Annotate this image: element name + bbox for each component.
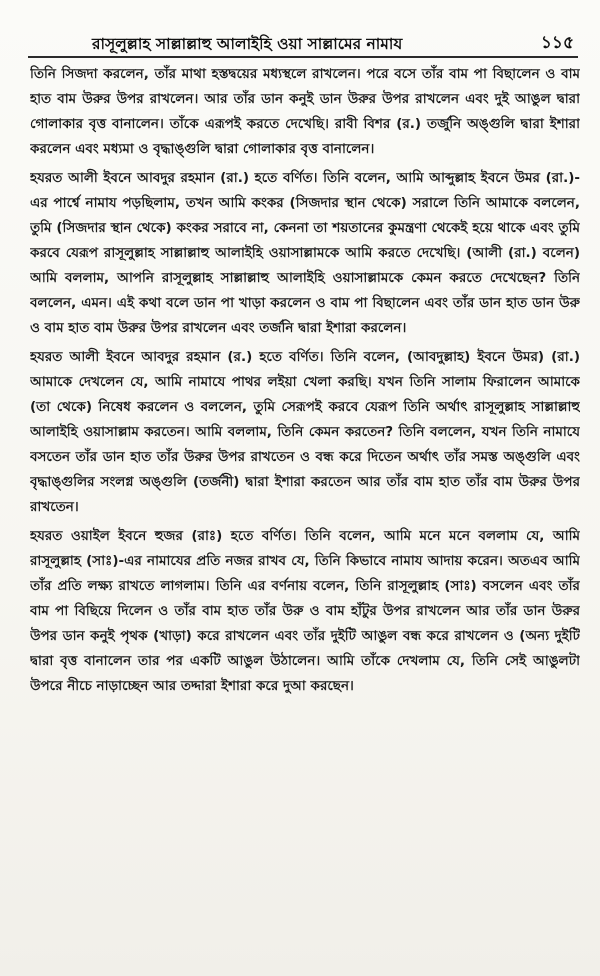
- paragraph: হযরত আলী ইবনে আবদুর রহমান (র.) হতে বর্ণিত। তিনি বলেন, (আবদুল্লাহ) ইবনে উমর) (রা.) আমাকে দেখলেন যে, আমি নামাযে পাথর লইয়া খেলা করছি। যখন তিনি সালাম ফিরালেন আমাকে (তা থেকে) নিষেধ করলেন ও বললেন, তুমি সেরূপই করবে যেরূপ তিনি অর্থাৎ রাসূলুল্লাহ সাল্লাল্লাহু আলাইহি ওয়াসাল্লাম করতেন। আমি বললাম, তিনি কেমন করতেন? তিনি বললেন, যখন তিনি নামাযে বসতেন তাঁর ডান হাত তাঁর উরুর উপর রাখতেন ও বন্ধ করে দিতেন অর্থাৎ তাঁর সমস্ত অঙ্গুলি এবং বৃদ্ধাঙ্গুলির সংলগ্ন অঙ্গুলি (তর্জনী) দ্বারা ইশারা করতেন আর তাঁর বাম হাত তাঁর বাম উরুর উপর রাখতেন।: [30, 349, 580, 515]
- page-number: ১১৫: [540, 33, 574, 53]
- paragraph: হযরত ওয়াইল ইবনে হুজর (রাঃ) হতে বর্ণিত। তিনি বলেন, আমি মনে মনে বললাম যে, আমি রাসূলুল্লাহ (সাঃ)-এর নামাযের প্রতি নজর রাখব যে, তিনি কিভাবে নামায আদায় করেন। অতএব আমি তাঁর প্রতি লক্ষ্য রাখতে লাগলাম। তিনি এর বর্ণনায় বলেন, তিনি রাসূলুল্লাহ (সাঃ) বসলেন এবং তাঁর বাম পা বিছিয়ে দিলেন ও তাঁর বাম হাত তাঁর উরু ও বাম হাঁটুর উপর রাখলেন আর তাঁর ডান উরুর উপর ডান কনুই পৃথক (খাড়া) করে রাখলেন এবং তাঁর দুইটি আঙুল বন্ধ করে রাখলেন ও (অন্য দুইটি দ্বারা বৃত্ত বানালেন তার পর একটি আঙুল উঠালেন। আমি তাঁকে দেখলাম যে, তিনি সেই আঙুলটা উপরে নীচে নাড়াচ্ছেন আর তদ্দারা ইশারা করে দুআ করছেন।: [30, 528, 580, 694]
- page-header: [28, 24, 578, 58]
- body-text: [30, 62, 580, 910]
- paragraph: হযরত আলী ইবনে আবদুর রহমান (রা.) হতে বর্ণিত। তিনি বলেন, আমি আব্দুল্লাহ ইবনে উমর (রা.)-এর পার্শ্বে নামায পড়ছিলাম, তখন আমি কংকর (সিজদার স্থান থেকে) সরালে তিনি আমাকে বললেন, তুমি (সিজদার স্থান থেকে) কংকর সরাবে না, কেননা তা শয়তানের কুমন্ত্রণা থেকেই হয়ে থাকে এবং তুমি করবে যেরূপ রাসূলুল্লাহ সাল্লাল্লাহু আলাইহি ওয়াসাল্লামকে আমি করতে দেখেছি। (আলী (রা.) বলেন) আমি বললাম, আপনি রাসূলুল্লাহ সাল্লাল্লাহু আলাইহি ওয়াসাল্লামকে কেমন করতে দেখেছেন? তিনি বললেন, এমন। এই কথা বলে ডান পা খাড়া করলেন ও বাম পা বিছালেন এবং তাঁর ডান হাত ডান উরু ও বাম হাত বাম উরুর উপর রাখলেন এবং তর্জনি দ্বারা ইশারা করলেন।: [30, 170, 580, 336]
- running-title: রাসূলুল্লাহ সাল্লাল্লাহু আলাইহি ওয়া সাল্লামের নামায: [92, 34, 403, 53]
- paragraph: তিনি সিজদা করলেন, তাঁর মাথা হস্তদ্বয়ের মধ্যস্থলে রাখলেন। পরে বসে তাঁর বাম পা বিছালেন ও বাম হাত বাম উরুর উপর রাখলেন। আর তাঁর ডান কনুই ডান উরুর উপর রাখলেন এবং দুই আঙুল দ্বারা গোলাকার বৃত্ত বানালেন। তাঁকে এরূপই করতে দেখেছি। রাবী বিশর (র.) তর্জুনি অঙ্গুলি দ্বারা ইশারা করলেন এবং মধ্যমা ও বৃদ্ধাঙ্গুলি দ্বারা গোলাকার বৃত্ত বানালেন।: [30, 66, 580, 157]
